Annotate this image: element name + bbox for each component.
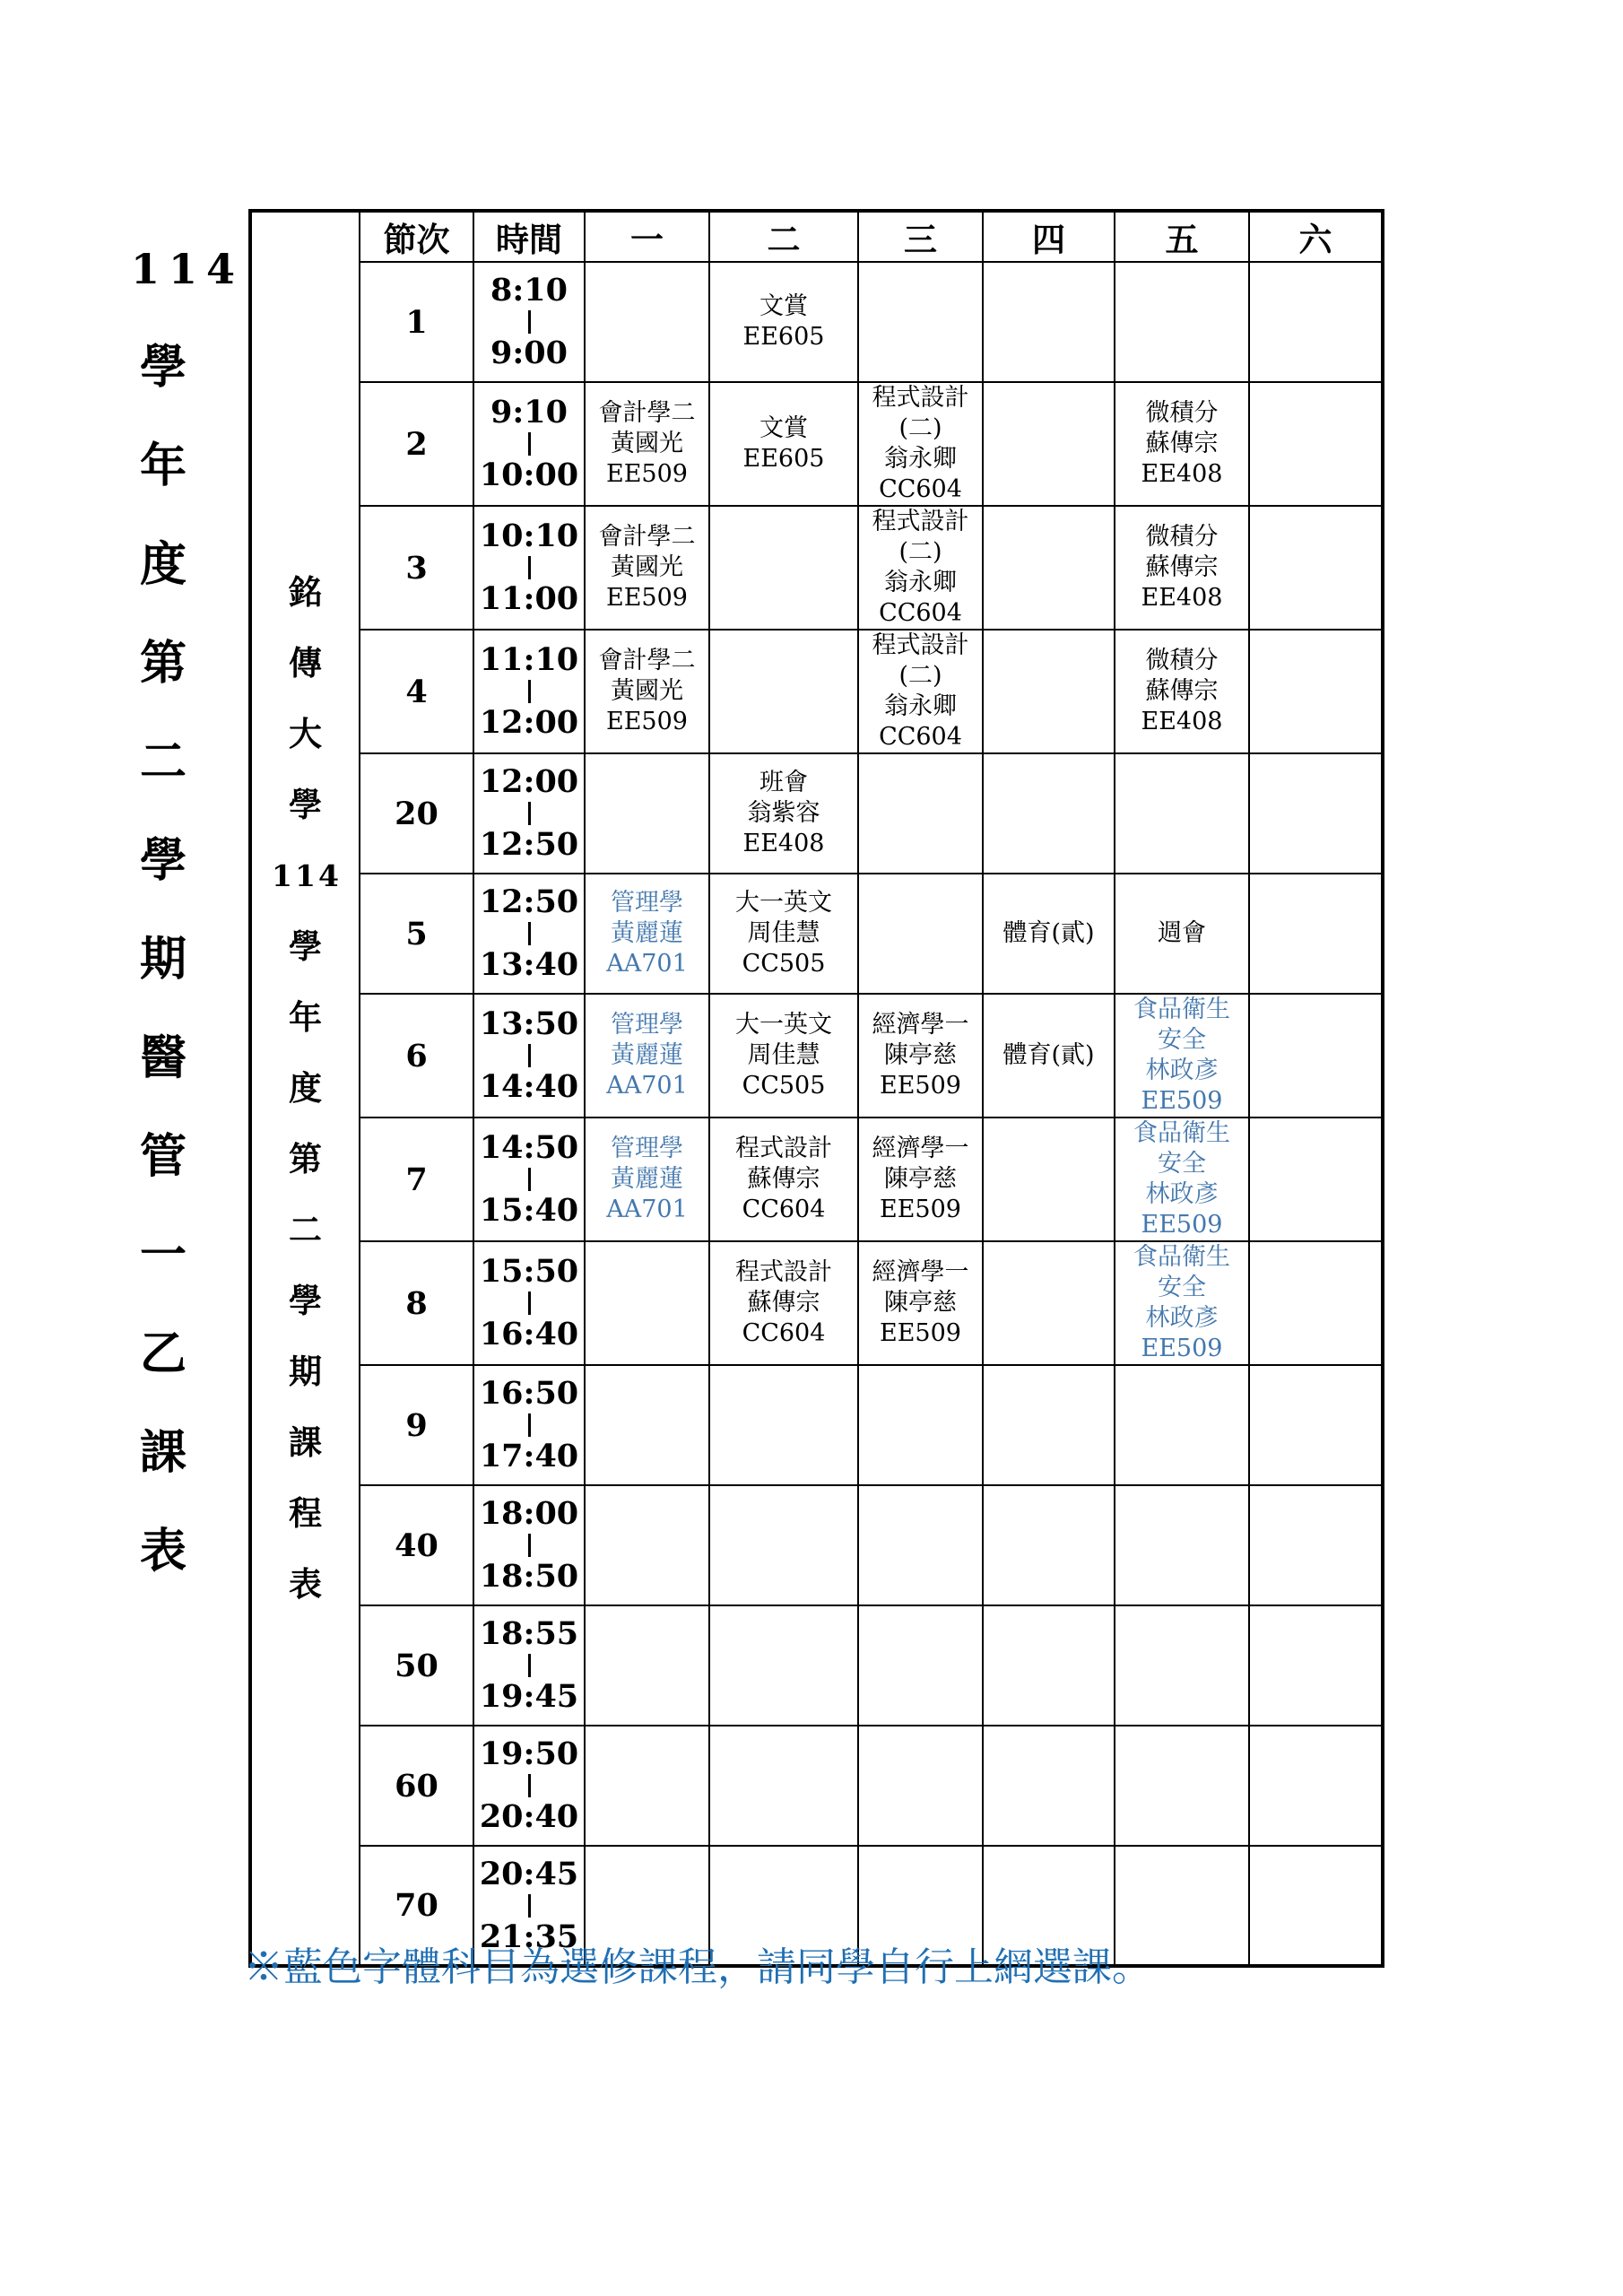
side-title-char: 一 xyxy=(139,1228,187,1283)
course-line: 管理學 xyxy=(611,1011,683,1039)
empty-cell xyxy=(1115,1485,1249,1605)
time-cell xyxy=(473,630,585,753)
course-line: 翁永卿 xyxy=(884,692,957,720)
period-cell: 20 xyxy=(360,753,473,874)
time-end: 12:00 xyxy=(479,704,579,741)
time-separator xyxy=(528,1654,531,1677)
course-line: 文賞 xyxy=(759,292,808,320)
header-day-4: 四 xyxy=(983,211,1115,262)
course-line: 林政彥 xyxy=(1145,1180,1219,1208)
empty-cell xyxy=(1249,1365,1383,1485)
empty-cell xyxy=(1249,262,1383,382)
header-time: 時間 xyxy=(473,211,585,262)
course-line: (二) xyxy=(898,538,942,566)
empty-cell xyxy=(983,506,1115,630)
header-day-6: 六 xyxy=(1249,211,1383,262)
course-line: 翁永卿 xyxy=(884,569,957,596)
table-side-title-char: 課 xyxy=(289,1422,322,1462)
empty-cell xyxy=(1115,262,1249,382)
time-end: 15:40 xyxy=(479,1192,579,1229)
time-separator xyxy=(528,1168,531,1191)
time-cell xyxy=(473,262,585,382)
time-cell xyxy=(473,1485,585,1605)
timetable-row xyxy=(250,262,1383,382)
time-end: 18:50 xyxy=(479,1558,579,1595)
course-cell xyxy=(858,506,983,630)
timetable-row xyxy=(250,382,1383,506)
time-end: 12:50 xyxy=(479,826,579,863)
timetable-row xyxy=(250,630,1383,753)
course-line: 班會 xyxy=(759,769,808,796)
course-line: 程式設計 xyxy=(735,1258,832,1286)
course-line: 蘇傳宗 xyxy=(1145,677,1219,705)
course-cell xyxy=(585,1118,709,1241)
course-cell xyxy=(709,1118,858,1241)
period-cell: 5 xyxy=(360,874,473,994)
time-start: 8:10 xyxy=(490,272,568,309)
course-cell xyxy=(585,994,709,1118)
table-side-title-char: 學 xyxy=(289,1281,322,1320)
empty-cell xyxy=(983,1605,1115,1726)
empty-cell xyxy=(1249,994,1383,1118)
time-end: 17:40 xyxy=(479,1438,579,1474)
course-line: CC505 xyxy=(742,1072,826,1100)
course-line: 週會 xyxy=(1158,919,1206,947)
side-title-char: 二 xyxy=(139,735,187,789)
empty-cell xyxy=(585,1365,709,1485)
empty-cell xyxy=(858,1605,983,1726)
course-line: 微積分 xyxy=(1145,647,1219,674)
course-cell xyxy=(858,1118,983,1241)
empty-cell xyxy=(1249,753,1383,874)
timetable-row xyxy=(250,1241,1383,1365)
course-line: EE509 xyxy=(1141,1211,1223,1239)
table-side-title-char: 學 xyxy=(289,926,322,966)
side-title-char: 表 xyxy=(139,1524,187,1578)
course-line: EE509 xyxy=(880,1319,961,1347)
side-title-char: 乙 xyxy=(139,1326,187,1381)
header-day-5: 五 xyxy=(1115,211,1249,262)
time-separator xyxy=(528,556,531,579)
table-side-title-char: 銘 xyxy=(289,572,322,612)
empty-cell xyxy=(983,753,1115,874)
empty-cell xyxy=(585,1605,709,1726)
course-line: 黃麗蓮 xyxy=(611,919,683,947)
table-side-title-char: 表 xyxy=(289,1564,322,1604)
empty-cell xyxy=(983,1118,1115,1241)
course-line: EE509 xyxy=(1141,1335,1223,1362)
time-cell xyxy=(473,1726,585,1846)
time-start: 14:50 xyxy=(479,1129,579,1166)
course-line: 蘇傳宗 xyxy=(747,1165,820,1193)
course-line: CC604 xyxy=(879,599,962,627)
course-cell xyxy=(1115,382,1249,506)
time-end: 16:40 xyxy=(479,1316,579,1352)
table-side-title-char: 期 xyxy=(289,1352,322,1391)
course-line: 微積分 xyxy=(1145,399,1219,427)
side-title-char: 期 xyxy=(139,932,187,987)
time-separator xyxy=(528,432,531,456)
empty-cell xyxy=(1249,630,1383,753)
course-line: 安全 xyxy=(1158,1150,1206,1178)
time-cell xyxy=(473,1605,585,1726)
table-side-title-cell xyxy=(250,211,360,1966)
side-title xyxy=(122,220,245,1601)
course-line: EE509 xyxy=(880,1196,961,1223)
course-line: EE509 xyxy=(606,708,688,735)
time-separator xyxy=(528,680,531,703)
empty-cell xyxy=(1249,1485,1383,1605)
empty-cell xyxy=(1249,1118,1383,1241)
timetable-row xyxy=(250,506,1383,630)
timetable-row xyxy=(250,994,1383,1118)
empty-cell xyxy=(585,1485,709,1605)
time-end: 11:00 xyxy=(479,580,579,617)
course-line: 經濟學一 xyxy=(872,1135,969,1162)
empty-cell xyxy=(709,506,858,630)
table-side-title-char: 二 xyxy=(289,1210,322,1249)
course-line: 黃麗蓮 xyxy=(611,1041,683,1069)
course-line: 翁永卿 xyxy=(884,445,957,473)
course-line: 程式設計 xyxy=(872,631,969,659)
course-line: 體育(貳) xyxy=(1002,1041,1095,1069)
empty-cell xyxy=(1249,506,1383,630)
course-line: AA701 xyxy=(606,950,688,978)
timetable-row xyxy=(250,753,1383,874)
course-line: 食品衛生 xyxy=(1133,1243,1230,1271)
empty-cell xyxy=(585,1241,709,1365)
course-line: (二) xyxy=(898,662,942,690)
course-line: EE408 xyxy=(1141,708,1223,735)
header-period: 節次 xyxy=(360,211,473,262)
empty-cell xyxy=(1115,753,1249,874)
period-cell: 6 xyxy=(360,994,473,1118)
course-line: EE408 xyxy=(1141,584,1223,612)
time-cell xyxy=(473,1241,585,1365)
timetable-row xyxy=(250,1726,1383,1846)
course-cell xyxy=(585,630,709,753)
table-side-title-char: 傳 xyxy=(289,643,322,683)
table-side-title-char: 年 xyxy=(289,997,322,1037)
timetable-row xyxy=(250,1365,1383,1485)
course-cell xyxy=(709,382,858,506)
time-start: 10:10 xyxy=(479,517,579,554)
header-day-1: 一 xyxy=(585,211,709,262)
empty-cell xyxy=(1249,1605,1383,1726)
course-line: 程式設計 xyxy=(872,384,969,412)
course-cell xyxy=(858,382,983,506)
course-line: 微積分 xyxy=(1145,523,1219,551)
empty-cell xyxy=(585,753,709,874)
course-line: EE509 xyxy=(606,460,688,488)
empty-cell xyxy=(709,1365,858,1485)
timetable-row xyxy=(250,1605,1383,1726)
course-line: EE509 xyxy=(880,1072,961,1100)
period-cell: 3 xyxy=(360,506,473,630)
empty-cell xyxy=(858,1365,983,1485)
course-line: 黃麗蓮 xyxy=(611,1165,683,1193)
time-start: 13:50 xyxy=(479,1005,579,1042)
period-cell: 50 xyxy=(360,1605,473,1726)
course-line: CC505 xyxy=(742,950,826,978)
empty-cell xyxy=(858,1726,983,1846)
course-line: EE509 xyxy=(1141,1087,1223,1115)
course-line: 安全 xyxy=(1158,1026,1206,1054)
course-line: 體育(貳) xyxy=(1002,919,1095,947)
course-line: 會計學二 xyxy=(598,523,696,551)
course-line: AA701 xyxy=(606,1196,688,1223)
course-cell xyxy=(585,874,709,994)
course-line: CC604 xyxy=(742,1319,826,1347)
side-title-char: 114 xyxy=(131,245,245,293)
course-line: CC604 xyxy=(879,475,962,503)
course-cell xyxy=(858,1241,983,1365)
course-line: 經濟學一 xyxy=(872,1258,969,1286)
course-cell xyxy=(983,994,1115,1118)
course-line: 蘇傳宗 xyxy=(1145,430,1219,457)
time-start: 11:10 xyxy=(479,641,579,678)
course-cell xyxy=(983,874,1115,994)
empty-cell xyxy=(983,1485,1115,1605)
period-cell: 8 xyxy=(360,1241,473,1365)
course-cell xyxy=(1115,630,1249,753)
empty-cell xyxy=(858,874,983,994)
course-line: 翁紫容 xyxy=(747,799,820,827)
empty-cell xyxy=(983,262,1115,382)
course-line: CC604 xyxy=(879,723,962,751)
course-line: 大一英文 xyxy=(735,1011,832,1039)
course-line: 安全 xyxy=(1158,1274,1206,1301)
time-separator xyxy=(528,1894,531,1918)
period-cell: 9 xyxy=(360,1365,473,1485)
time-separator xyxy=(528,1292,531,1315)
course-line: 黃國光 xyxy=(611,677,683,705)
timetable-row xyxy=(250,1485,1383,1605)
table-side-title-char: 第 xyxy=(289,1139,322,1178)
course-cell xyxy=(709,262,858,382)
course-line: 管理學 xyxy=(611,889,683,917)
course-line: AA701 xyxy=(606,1072,688,1100)
side-title-char: 學 xyxy=(139,340,187,395)
course-line: CC604 xyxy=(742,1196,826,1223)
table-side-title xyxy=(252,557,359,1620)
course-line: EE408 xyxy=(742,830,825,857)
course-cell xyxy=(1115,874,1249,994)
time-start: 19:50 xyxy=(479,1735,579,1772)
table-side-title-char: 學 xyxy=(289,785,322,824)
empty-cell xyxy=(983,630,1115,753)
empty-cell xyxy=(1249,1726,1383,1846)
table-side-title-char: 程 xyxy=(289,1493,322,1533)
time-start: 18:00 xyxy=(479,1495,579,1532)
time-separator xyxy=(528,1534,531,1557)
time-cell xyxy=(473,1365,585,1485)
course-line: 陳亭慈 xyxy=(884,1041,957,1069)
course-line: 蘇傳宗 xyxy=(747,1289,820,1317)
empty-cell xyxy=(1249,382,1383,506)
course-line: 蘇傳宗 xyxy=(1145,553,1219,581)
course-line: EE509 xyxy=(606,584,688,612)
empty-cell xyxy=(709,1726,858,1846)
course-cell xyxy=(709,874,858,994)
time-separator xyxy=(528,1044,531,1067)
time-end: 21:35 xyxy=(479,1918,579,1955)
period-cell: 2 xyxy=(360,382,473,506)
empty-cell xyxy=(858,753,983,874)
empty-cell xyxy=(983,382,1115,506)
course-cell xyxy=(585,382,709,506)
period-cell: 1 xyxy=(360,262,473,382)
course-line: 程式設計 xyxy=(735,1135,832,1162)
time-cell xyxy=(473,1118,585,1241)
side-title-char: 度 xyxy=(139,537,187,592)
course-cell xyxy=(709,753,858,874)
empty-cell xyxy=(1115,1365,1249,1485)
course-cell xyxy=(709,1241,858,1365)
time-separator xyxy=(528,1413,531,1437)
time-start: 16:50 xyxy=(479,1375,579,1412)
course-line: 黃國光 xyxy=(611,553,683,581)
course-line: 黃國光 xyxy=(611,430,683,457)
time-end: 20:40 xyxy=(479,1798,579,1835)
table-side-title-char: 度 xyxy=(289,1068,322,1108)
course-line: 經濟學一 xyxy=(872,1011,969,1039)
time-cell xyxy=(473,382,585,506)
empty-cell xyxy=(983,1365,1115,1485)
time-start: 12:50 xyxy=(479,883,579,920)
empty-cell xyxy=(1249,874,1383,994)
course-line: 程式設計 xyxy=(872,508,969,535)
course-line: 陳亭慈 xyxy=(884,1289,957,1317)
time-separator xyxy=(528,310,531,334)
footnote: ※藍色字體科目為選修課程，請同學自行上網選課。 xyxy=(244,1944,1151,1990)
period-cell: 40 xyxy=(360,1485,473,1605)
course-cell xyxy=(585,506,709,630)
table-side-title-char: 114 xyxy=(272,858,342,893)
period-cell: 70 xyxy=(360,1846,473,1966)
empty-cell xyxy=(1115,1726,1249,1846)
side-title-char: 學 xyxy=(139,833,187,888)
time-separator xyxy=(528,1774,531,1797)
course-line: 食品衛生 xyxy=(1133,996,1230,1023)
empty-cell xyxy=(1249,1846,1383,1966)
table-side-title-char: 大 xyxy=(289,714,322,753)
time-cell xyxy=(473,753,585,874)
course-line: (二) xyxy=(898,414,942,442)
course-line: 林政彥 xyxy=(1145,1057,1219,1084)
course-line: 管理學 xyxy=(611,1135,683,1162)
empty-cell xyxy=(983,1726,1115,1846)
timetable-row xyxy=(250,874,1383,994)
time-end: 19:45 xyxy=(479,1678,579,1715)
empty-cell xyxy=(585,1726,709,1846)
header-day-2: 二 xyxy=(709,211,858,262)
time-end: 10:00 xyxy=(479,457,579,493)
course-line: EE605 xyxy=(742,445,825,473)
time-end: 13:40 xyxy=(479,946,579,983)
course-line: 林政彥 xyxy=(1145,1304,1219,1332)
time-start: 15:50 xyxy=(479,1253,579,1290)
period-cell: 7 xyxy=(360,1118,473,1241)
time-start: 9:10 xyxy=(490,394,568,430)
course-cell xyxy=(1115,994,1249,1118)
course-line: 周佳慧 xyxy=(747,919,820,947)
empty-cell xyxy=(858,262,983,382)
course-line: 周佳慧 xyxy=(747,1041,820,1069)
side-title-char: 年 xyxy=(139,439,187,493)
course-cell xyxy=(858,994,983,1118)
course-line: 大一英文 xyxy=(735,889,832,917)
empty-cell xyxy=(983,1241,1115,1365)
time-start: 12:00 xyxy=(479,763,579,800)
course-line: EE605 xyxy=(742,323,825,351)
course-line: 會計學二 xyxy=(598,647,696,674)
empty-cell xyxy=(585,262,709,382)
time-end: 14:40 xyxy=(479,1068,579,1105)
time-separator xyxy=(528,802,531,825)
course-cell xyxy=(1115,1241,1249,1365)
side-title-char: 醫 xyxy=(139,1031,187,1085)
period-cell: 4 xyxy=(360,630,473,753)
time-cell xyxy=(473,874,585,994)
empty-cell xyxy=(1115,1605,1249,1726)
course-cell xyxy=(858,630,983,753)
time-start: 20:45 xyxy=(479,1855,579,1892)
empty-cell xyxy=(709,1605,858,1726)
empty-cell xyxy=(858,1485,983,1605)
side-title-char: 第 xyxy=(139,636,187,691)
course-line: EE408 xyxy=(1141,460,1223,488)
course-line: 會計學二 xyxy=(598,399,696,427)
time-start: 18:55 xyxy=(479,1615,579,1652)
side-title-char: 課 xyxy=(139,1425,187,1480)
time-end: 9:00 xyxy=(490,335,568,371)
course-cell xyxy=(1115,1118,1249,1241)
course-line: 食品衛生 xyxy=(1133,1119,1230,1147)
time-separator xyxy=(528,922,531,945)
empty-cell xyxy=(709,1485,858,1605)
side-title-char: 管 xyxy=(139,1129,187,1184)
time-cell xyxy=(473,994,585,1118)
course-cell xyxy=(709,994,858,1118)
period-cell: 60 xyxy=(360,1726,473,1846)
course-cell xyxy=(1115,506,1249,630)
empty-cell xyxy=(709,630,858,753)
timetable xyxy=(248,209,1384,1968)
timetable-header-row xyxy=(250,211,1383,262)
timetable-row xyxy=(250,1118,1383,1241)
time-cell xyxy=(473,506,585,630)
empty-cell xyxy=(1249,1241,1383,1365)
course-line: 文賞 xyxy=(759,414,808,442)
course-line: 陳亭慈 xyxy=(884,1165,957,1193)
header-day-3: 三 xyxy=(858,211,983,262)
